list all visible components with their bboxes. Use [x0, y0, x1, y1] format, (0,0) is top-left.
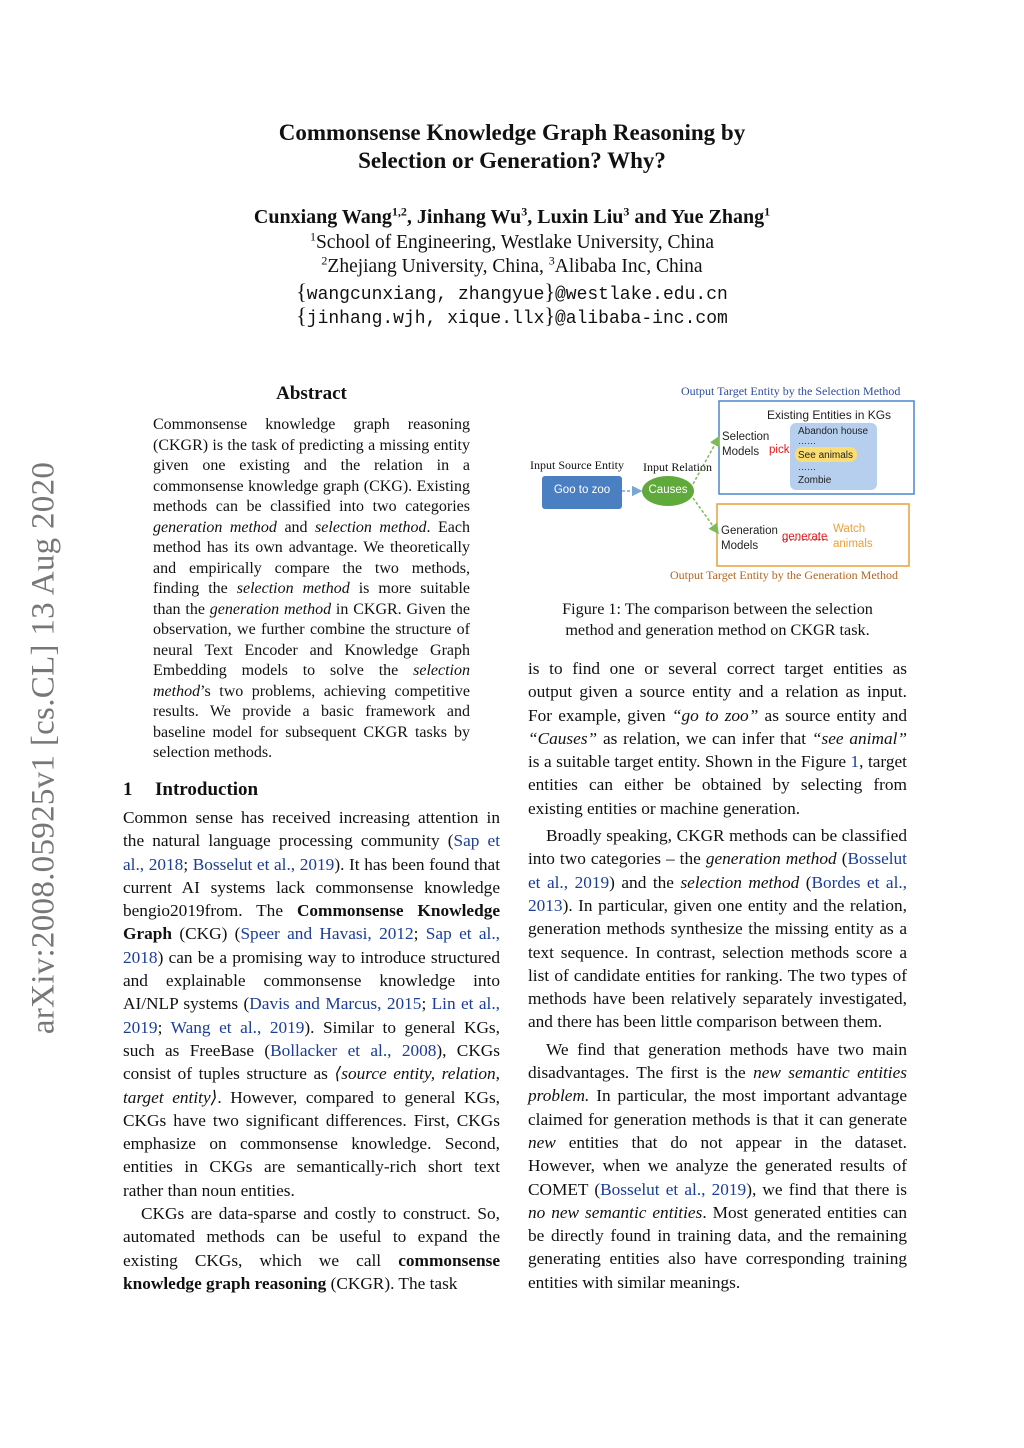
relation-node-label: Causes	[648, 484, 688, 496]
body-text: Common sense has received increasing attention in the natural language processing community (	[123, 808, 500, 851]
email-users: wangcunxiang, zhangyue	[306, 285, 545, 305]
author-sup: 1	[764, 204, 771, 219]
intro-paragraph-2	[123, 1202, 500, 1295]
abstract-heading: Abstract	[276, 383, 347, 404]
email-users: jinhang.wjh, xique.llx	[306, 309, 545, 329]
email-domain: @alibaba-inc.com	[554, 309, 728, 329]
author-sup: 1,2	[391, 204, 407, 219]
body-text: (CKG) (	[171, 924, 241, 944]
generation-method-title: Output Target Entity by the Generation Method	[670, 568, 899, 582]
entity-zombie: Zombie	[798, 475, 832, 486]
abstract-text: and	[276, 518, 316, 536]
body-text: as source entity and	[758, 705, 908, 725]
affiliation-1	[0, 231, 1024, 255]
body-text: ) can be a promising way to introduce structured and explainable commonsense knowledge into AI/NLP systems (	[123, 947, 500, 1014]
body-text: Broadly speaking, CKGR methods can be classified into two categories – the	[528, 826, 907, 869]
citation-link[interactable]: Bosselut et al., 2019	[600, 1179, 747, 1199]
bold-term: commonsense knowledge graph reasoning	[123, 1250, 500, 1293]
math-tuple: ⟨source entity, relation, target entity⟩	[123, 1064, 501, 1107]
paper-title-line2: Selection or Generation? Why?	[358, 148, 666, 173]
intro-paragraph-1	[123, 806, 500, 1202]
body-text: We find that generation methods have two main disadvantages. The first is the	[528, 1039, 907, 1083]
body-text: (	[836, 849, 848, 869]
abstract-emph: generation method	[153, 518, 277, 536]
emph-text: new semantic entities problem.	[528, 1063, 907, 1106]
body-text: (	[799, 872, 812, 892]
body-text: is a suitable target entity. Shown in the Figure	[528, 752, 851, 772]
body-text: ). It has been found that current AI systems lack commonsense knowledge bengio2019from. The	[123, 854, 501, 921]
body-text: CKGs are data-sparse and costly to construct. So, automated methods can be useful to expand the existing CKGs, which we call	[123, 1204, 500, 1270]
citation-link[interactable]: Lin et al., 2019	[123, 994, 500, 1037]
relation-to-generation-arrow	[693, 498, 718, 533]
affil-sup: 1	[309, 229, 316, 244]
citation-link[interactable]: Bosselut et al., 2019	[528, 849, 907, 892]
pick-label: pick	[769, 444, 790, 456]
figure-1-caption: Figure 1: The comparison between the selection method and generation method on CKGR task.	[562, 600, 873, 639]
left-column-body	[123, 806, 500, 1295]
abstract-text: Commonsense knowledge graph reasoning (CKGR) is the task of predicting a missing entity given one existing and the relation in a commonsense knowledge graph (CKG). Existing methods can be classified into two categories	[153, 416, 470, 515]
abstract-body	[153, 415, 470, 764]
body-text: ), CKGs consist of tuples structure as	[123, 1040, 500, 1084]
citation-link[interactable]: Sap et al., 2018	[123, 831, 501, 874]
emph-text: “see animal”	[811, 728, 907, 748]
body-text: (CKGR). The task	[326, 1273, 458, 1293]
citation-link[interactable]: Davis and Marcus, 2015	[249, 994, 422, 1014]
entity-dots-1: ……	[798, 436, 816, 446]
abstract-text: . Each method has its own advantage. We theoretically and empirically compare the two methods, finding the	[153, 518, 471, 597]
affil-text: Zhejiang University, China,	[327, 256, 549, 277]
citation-link[interactable]: Bollacker et al., 2008	[270, 1040, 437, 1060]
right-paragraph-1	[528, 657, 907, 820]
right-column-body	[528, 657, 907, 1294]
abstract-emph: selection method	[236, 580, 350, 597]
section-heading	[123, 779, 258, 801]
generation-models-label: Generation Models	[721, 525, 778, 552]
body-text: . However, compared to general KGs, CKGs have two significant differences. First, CKGs emphasize on commonsense knowledge. Second, entities in CKGs are semantically-rich short text rather than noun entities.	[123, 1087, 500, 1200]
affil-sup: 3	[548, 253, 555, 268]
body-text: ;	[183, 854, 193, 874]
abstract-emph: selection method	[315, 518, 427, 536]
watch-animals-label: Watch animals	[833, 523, 873, 550]
email-line-1	[0, 279, 1024, 305]
body-text: ), we find that there is	[746, 1179, 907, 1199]
emph-text: “Causes”	[528, 728, 598, 748]
entity-see-animals: See animals	[798, 450, 854, 461]
body-text: . Most generated entities can be directly found in training data, and the remaining generating entities also have corresponding training entities with similar meanings.	[528, 1202, 908, 1292]
emph-text: no new semantic entities	[528, 1202, 703, 1222]
brace: }	[544, 303, 555, 328]
emph-text: selection method	[680, 872, 800, 892]
generate-label: generate	[782, 531, 828, 543]
author-list	[0, 206, 1024, 229]
paper-title-line1: Commonsense Knowledge Graph Reasoning by	[278, 120, 746, 145]
author-name: , Jinhang Wu	[406, 206, 522, 228]
bold-term: Commonsense Knowledge Graph	[123, 901, 500, 944]
citation-link[interactable]: Bordes et al., 2013	[528, 872, 908, 915]
entity-abandon-house: Abandon house	[798, 426, 869, 437]
entity-dots-2: ……	[798, 462, 816, 472]
right-paragraph-3	[528, 1038, 907, 1294]
affil-text: School of Engineering, Westlake University, China	[315, 232, 715, 253]
author-sup: 3	[521, 204, 528, 219]
emph-text: generation method	[705, 849, 837, 869]
author-name: Cunxiang Wang	[253, 206, 392, 228]
emph-text: new	[528, 1132, 556, 1152]
arxiv-stamp-text: arXiv:2008.05925v1 [cs.CL] 13 Aug 2020	[25, 461, 62, 1035]
citation-link[interactable]: Bosselut et al., 2019	[192, 854, 335, 874]
brace: {	[296, 279, 307, 304]
email-domain: @westlake.edu.cn	[554, 285, 728, 305]
abstract-text: ’s two problems, achieving competitive results. We provide a basic framework and baseline model for subsequent CKGR tasks by selection methods.	[153, 682, 470, 761]
body-text: as relation, we can infer that	[597, 728, 812, 748]
emph-text: “go to zoo”	[671, 705, 759, 725]
body-text: ) and the	[609, 872, 681, 892]
selection-method-title: Output Target Entity by the Selection Method	[681, 384, 901, 398]
body-text: ;	[421, 994, 432, 1014]
email-line-2	[0, 303, 1024, 329]
author-name: , Luxin Liu	[527, 206, 624, 228]
body-text: In particular, the most important advantage claimed for generation methods is that it can generate	[528, 1086, 907, 1129]
selection-models-label: Selection Models	[722, 431, 770, 458]
citation-link[interactable]: Speer and Havasi, 2012	[240, 924, 414, 944]
existing-entities-label: Existing Entities in KGs	[767, 408, 892, 422]
affil-sup: 2	[321, 253, 328, 268]
right-paragraph-2	[528, 824, 907, 1034]
section-number: 1	[123, 779, 133, 800]
body-text: ;	[157, 1017, 171, 1037]
source-node-label: Goo to zoo	[553, 484, 611, 496]
abstract-text: in CKGR. Given the observation, we further combine the structure of neural Text Encoder and Knowledge Graph Embedding models to solve the	[153, 600, 471, 679]
figure-ref-link[interactable]: 1	[850, 752, 860, 772]
abstract-emph: selection method	[153, 662, 470, 700]
body-text: ;	[413, 924, 426, 944]
citation-link[interactable]: Sap et al., 2018	[123, 924, 500, 967]
citation-link[interactable]: Wang et al., 2019	[170, 1017, 305, 1037]
affil-text: Alibaba Inc, China	[554, 256, 703, 277]
body-text: ). In particular, given one entity and the relation, generation methods synthesize the missing entity as a text sequence. In contrast, selection methods score a list of candidate entities for ranking. The two types of methods have been relatively separately investigated, and there has been little comparison between them.	[528, 895, 907, 1032]
section-title: Introduction	[155, 779, 259, 800]
body-text: , target entities can either be obtained by selecting from existing entities or machine generation.	[528, 752, 907, 818]
input-source-label: Input Source Entity	[530, 458, 624, 472]
author-name: and Yue Zhang	[629, 206, 765, 228]
body-text: is to find one or several correct target entities as output given a source entity and a relation as input. For example, given	[528, 659, 907, 725]
brace: {	[296, 303, 307, 328]
author-sup: 3	[623, 204, 630, 219]
body-text: entities that do not appear in the dataset. However, when we analyze the generated results of COMET (	[528, 1132, 907, 1199]
abstract-text: is more suitable than the	[153, 580, 471, 618]
input-relation-label: Input Relation	[643, 460, 712, 474]
affiliation-2	[0, 255, 1024, 279]
brace: }	[544, 279, 555, 304]
body-text: ). Similar to general KGs, such as FreeBase (	[123, 1017, 500, 1060]
abstract-emph: generation method	[209, 600, 332, 618]
